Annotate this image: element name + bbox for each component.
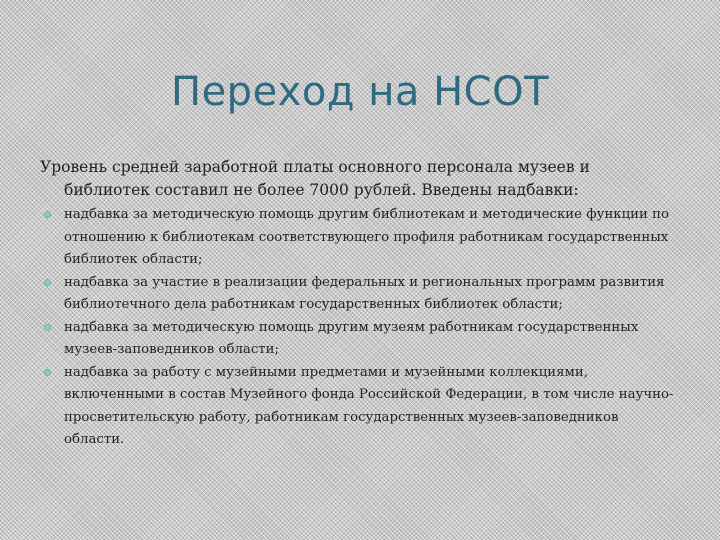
bullet-dot-icon — [44, 211, 51, 218]
bullet-item — [40, 362, 680, 452]
bullet-text: надбавка за работу с музейными предметами и музейными коллекциями, включенными в состав Музейного фонда Российской Федерации, в том числе научно-просветительскую работу, работникам государственных музеев-заповедников области. — [64, 364, 674, 447]
bullet-text: надбавка за методическую помощь другим музеям работникам государственных музеев-заповедников области; — [64, 319, 639, 357]
bullet-text: надбавка за методическую помощь другим библиотекам и методические функции по отношению к библиотекам соответствующего профиля работникам государственных библиотек области; — [64, 207, 669, 267]
intro-paragraph: Уровень средней заработной платы основного персонала музеев и библиотек составил не более 7000 рублей. Введены надбавки: — [40, 158, 590, 199]
bullet-item — [40, 272, 680, 317]
slide-body — [40, 156, 680, 452]
bullet-dot-icon — [44, 279, 51, 286]
bullet-item — [40, 317, 680, 362]
bullet-dot-icon — [44, 324, 51, 331]
bullet-list — [40, 204, 680, 452]
bullet-dot-icon — [44, 369, 51, 376]
slide-title: Переход на НСОТ — [170, 69, 549, 115]
bullet-item — [40, 204, 680, 272]
bullet-text: надбавка за участие в реализации федеральных и региональных программ развития библиотечного дела работникам государственных библиотек области; — [64, 274, 665, 312]
